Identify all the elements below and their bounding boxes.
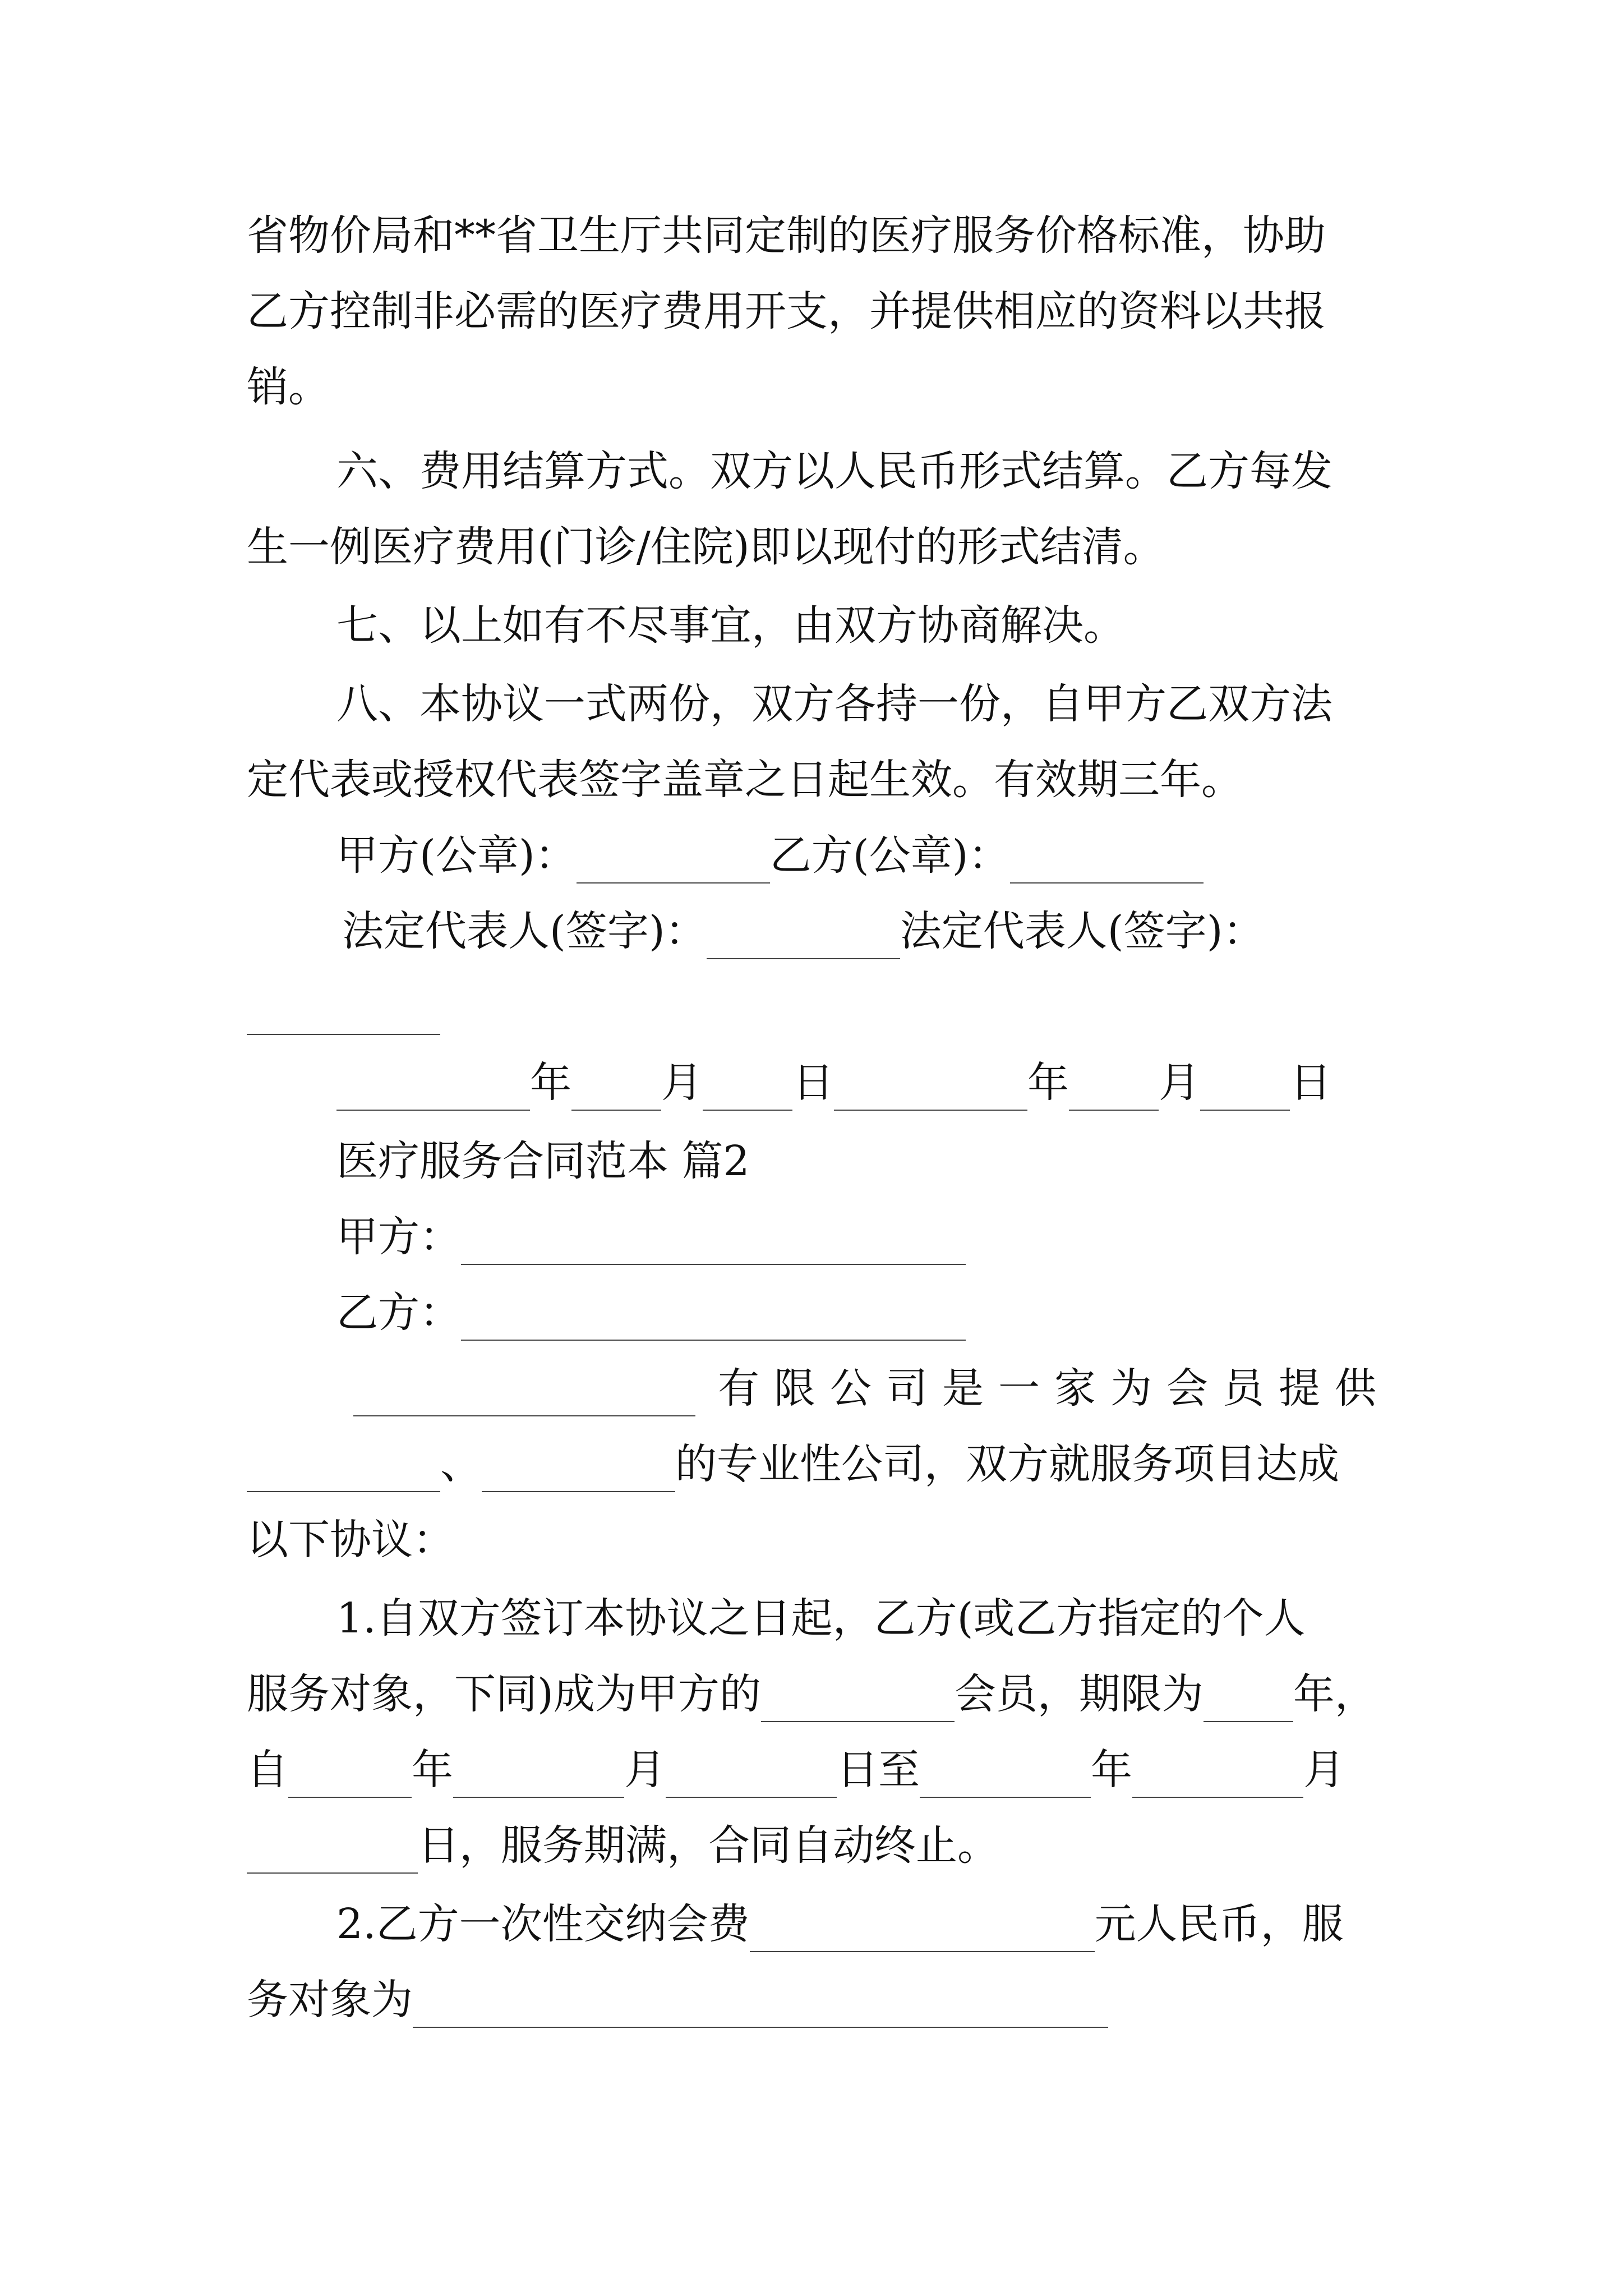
section-title [336, 1133, 1481, 1189]
date-a-day-label: 日 [792, 1059, 834, 1107]
start-year-label: 年 [412, 1746, 453, 1794]
clause-1-line-2 [247, 1666, 1391, 1722]
date-a-year-blank[interactable] [336, 1069, 530, 1111]
fee-amount-blank[interactable] [750, 1911, 1095, 1952]
end-month-label: 月 [1303, 1746, 1345, 1794]
party-a-rep-label: 法定代表人(签字)： [342, 907, 707, 955]
party-b-seal-label: 乙方(公章)： [769, 831, 1010, 880]
intro-line-3 [247, 1512, 1391, 1568]
representative-line [342, 903, 1391, 959]
company-name-blank[interactable] [353, 1375, 695, 1416]
clause-1-text-d: 日，服务期满，合同自动终止。 [418, 1821, 999, 1870]
party-a-rep-blank[interactable] [707, 918, 900, 959]
clause-8-line-1: 八、本协议一式两份，双方各持一份，自甲方乙双方法 [336, 680, 1332, 728]
paragraph-line [247, 283, 1391, 339]
date-a-month-label: 月 [661, 1059, 703, 1107]
service-object-blank[interactable] [413, 1986, 1108, 2028]
intro-line-2 [247, 1436, 1391, 1492]
party-a-seal-label: 甲方(公章)： [336, 831, 577, 880]
paragraph-line [247, 752, 1391, 808]
intro-text-3: 以下协议： [247, 1516, 454, 1564]
party-b-label: 乙方： [336, 1289, 461, 1337]
clause-2-text-a1: 2.乙方一次性交纳会费 [336, 1900, 750, 1948]
party-a-label: 甲方： [336, 1213, 461, 1261]
text-line-2: 乙方控制非必需的医疗费用开支，并提供相应的资料以共报 [247, 287, 1326, 335]
intro-text-2: 的专业性公司，双方就服务项目达成 [675, 1440, 1339, 1488]
party-b-rep-label: 法定代表人(签字)： [900, 907, 1265, 955]
clause-6-line-1: 六、费用结算方式。双方以人民币形式结算。乙方每发 [336, 447, 1332, 495]
paragraph-line [336, 597, 1391, 654]
term-years-blank[interactable] [1204, 1681, 1293, 1722]
clause-1-to: 日至 [837, 1746, 920, 1794]
start-year-blank[interactable] [288, 1756, 412, 1798]
date-line [336, 1055, 1391, 1111]
date-b-month-blank[interactable] [1069, 1069, 1159, 1111]
intro-line-1 [353, 1360, 1391, 1416]
start-month-blank[interactable] [453, 1756, 624, 1798]
end-year-blank[interactable] [920, 1756, 1091, 1798]
date-b-day-blank[interactable] [1200, 1069, 1290, 1111]
party-b-rep-blank[interactable] [247, 993, 440, 1035]
date-a-day-blank[interactable] [703, 1069, 792, 1111]
clause-1-text-a: 1.自双方签订本协议之日起，乙方(或乙方指定的个人 [336, 1594, 1306, 1642]
membership-type-blank[interactable] [761, 1681, 955, 1722]
paragraph-line [247, 519, 1391, 575]
seal-line [336, 827, 1391, 884]
clause-2-text-b: 务对象为 [247, 1976, 413, 2024]
service-blank-1[interactable] [247, 1451, 440, 1492]
text-line-3: 销。 [247, 363, 330, 411]
party-b-blank[interactable] [461, 1299, 966, 1341]
clause-1-text-b2: 会员，期限为 [954, 1670, 1204, 1718]
clause-1-from: 自 [247, 1746, 288, 1794]
clause-1-text-b3: 年， [1293, 1670, 1376, 1718]
start-day-blank[interactable] [666, 1756, 837, 1798]
date-b-year-label: 年 [1027, 1059, 1069, 1107]
date-b-year-blank[interactable] [834, 1069, 1027, 1111]
date-a-year-label: 年 [530, 1059, 571, 1107]
paragraph-line [336, 443, 1391, 499]
clause-2-line-2 [247, 1972, 1391, 2028]
clause-1-line-1 [336, 1590, 1391, 1646]
representative-continuation [247, 979, 1391, 1035]
clause-8-line-2: 定代表或授权代表签字盖章之日起生效。有效期三年。 [247, 756, 1243, 804]
clause-1-line-3 [247, 1742, 1391, 1798]
paragraph-line [247, 359, 1391, 415]
clause-1-line-4 [247, 1818, 1391, 1874]
text-line-1: 省物价局和**省卫生厅共同定制的医疗服务价格标准，协助 [247, 211, 1326, 260]
clause-2-line-1 [336, 1896, 1391, 1952]
end-year-label: 年 [1091, 1746, 1132, 1794]
paragraph-line [336, 676, 1391, 732]
end-day-blank[interactable] [247, 1832, 418, 1874]
clause-1-text-b1: 服务对象，下同)成为甲方的 [247, 1670, 761, 1718]
intro-separator: 、 [440, 1440, 482, 1488]
intro-text-1: 有限公司是一家为会员提供 [718, 1364, 1391, 1412]
clause-2-text-a2: 元人民币，服 [1094, 1900, 1344, 1948]
party-b-line [336, 1285, 1481, 1341]
party-a-line [336, 1209, 1481, 1265]
date-a-month-blank[interactable] [571, 1069, 661, 1111]
start-month-label: 月 [624, 1746, 666, 1794]
paragraph-line [247, 208, 1391, 264]
party-a-seal-blank[interactable] [577, 842, 770, 884]
section-2-title: 医疗服务合同范本 篇2 [336, 1137, 750, 1185]
clause-6-line-2: 生一例医疗费用(门诊/住院)即以现付的形式结清。 [247, 523, 1165, 571]
party-a-blank[interactable] [461, 1223, 966, 1265]
end-month-blank[interactable] [1132, 1756, 1303, 1798]
party-b-seal-blank[interactable] [1010, 842, 1204, 884]
date-b-month-label: 月 [1159, 1059, 1200, 1107]
date-b-day-label: 日 [1290, 1059, 1331, 1107]
clause-7: 七、以上如有不尽事宜，由双方协商解决。 [336, 601, 1125, 650]
service-blank-2[interactable] [482, 1451, 675, 1492]
